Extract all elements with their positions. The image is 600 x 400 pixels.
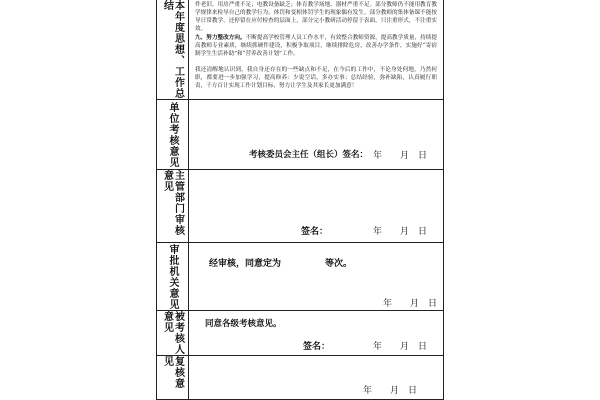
summary-paragraph-a: 件老旧、用房严重不足；电教设备缺乏；体育教学场地、器材严重不足。部分教师仍不能用教育教学规律来检导自己的教学行为，体罚和变相体罚学生的现象偶有发生。部分教师的集体备课不能按导日常教学，还停留在应付检查的层面上，部分完小教研活动停留于表面，只注重形式，不注重实效。 (195, 2, 437, 33)
unit-appraisal-date: 年 月 日 (373, 151, 428, 161)
summary-paragraph-c: 我还清醒地认识到，我自身还存在的一些缺点和不足，在今后的工作中，不论身处何地，乃然何职，都要进一步加强学习，提高修养：少说空话，多办实事；总结经验，弥补缺陷，认真履行职责，千方百计实现工作计划目标，努力让学生及其家长更加满意！ (195, 67, 437, 90)
re-review-label-cell (157, 356, 189, 399)
re-review-date: 年 月 日 (363, 386, 418, 396)
appraisee-opinion-date: 年 月 日 (373, 342, 428, 352)
department-review-label: 主管部门审核意见 (161, 170, 184, 236)
approval-grade-suffix: 等次。 (325, 259, 353, 269)
approval-grade-prefix: 经审核，同意定为 (209, 259, 282, 269)
appraisee-signature-label: 签名： (303, 342, 331, 352)
appraisal-form (156, 0, 444, 400)
department-signature-label: 签名： (301, 227, 329, 237)
summary-paragraph-b (195, 34, 437, 58)
appraisee-agree-text: 同意各级考核意见。 (205, 319, 282, 329)
department-review-date: 年 月 日 (373, 227, 428, 237)
summary-row (157, 0, 443, 100)
approval-authority-row (157, 243, 443, 311)
approval-authority-content (189, 243, 443, 310)
appraisee-opinion-label: 被考核人意见 (161, 311, 184, 355)
re-review-content (189, 356, 443, 399)
appraisee-opinion-content (189, 311, 443, 355)
appraisee-opinion-label-cell (157, 311, 189, 355)
summary-heading-b: 九、努力整改方向。 (195, 35, 246, 41)
approval-authority-date: 年 月 日 (383, 299, 438, 309)
unit-appraisal-content (189, 100, 443, 169)
approval-authority-label: 审批机关意见 (167, 243, 178, 310)
summary-label: 本年度思想、工作总结 (161, 0, 184, 99)
summary-content (189, 0, 443, 99)
re-review-row (157, 356, 443, 400)
appraisee-opinion-row (157, 311, 443, 356)
unit-appraisal-label-cell (157, 100, 189, 169)
unit-appraisal-label: 单位考核意见 (167, 101, 178, 168)
department-review-row (157, 170, 443, 243)
unit-appraisal-row (157, 100, 443, 170)
re-review-label: 复核意见 (161, 356, 184, 389)
department-review-label-cell (157, 170, 189, 242)
committee-signature-label: 考核委员会主任（组长）签名： (249, 150, 369, 160)
summary-paragraph-b-text: 不断提高学校管理人员工作水平，有效整合教师资源，提高教学质量，持续提高教师专业素质，继续抓硬件建设，积极争取项目，继续排除危房，改善办学条件，实施好“寄宿制学生生活补助”和“营养改善计划”工作。 (195, 35, 437, 58)
approval-authority-label-cell (157, 243, 189, 310)
department-review-content (189, 170, 443, 242)
summary-label-cell (157, 0, 189, 99)
